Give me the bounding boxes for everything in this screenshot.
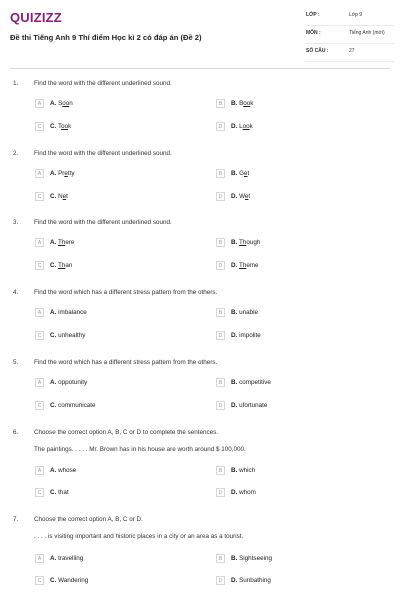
option-letter-box: A	[35, 308, 44, 317]
option-text: B. Book	[231, 100, 254, 107]
option-text: D. Look	[231, 123, 253, 130]
meta-row-count	[306, 44, 394, 62]
question-3	[13, 219, 388, 274]
option-text: A. whose	[50, 467, 77, 474]
option-text: D. whom	[231, 489, 256, 496]
option-letter-box: C	[35, 261, 44, 270]
meta-panel	[306, 8, 394, 62]
option-text: D. Theme	[231, 262, 259, 269]
option-letter-box: A	[35, 169, 44, 178]
question-6	[13, 429, 388, 501]
question-number: 4.	[13, 289, 19, 296]
question-sentence: . . . . is visiting important and historic places in a city or an area as a tourist.	[34, 533, 244, 540]
option-text: C. Than	[50, 262, 73, 269]
option-letter-box: C	[35, 331, 44, 340]
option-text: A. travelling	[50, 555, 84, 562]
option-letter-box: B	[216, 466, 225, 475]
meta-value: 27	[349, 48, 355, 54]
option-letter-box: B	[216, 554, 225, 563]
option-text: B. competitive	[231, 379, 271, 386]
question-number: 5.	[13, 359, 19, 366]
option-text: C. Net	[50, 193, 68, 200]
question-sentence: The paintings. . . . . Mr. Brown has in his house are worth around $ 100,000.	[34, 446, 246, 453]
option-letter-box: D	[216, 192, 225, 201]
option-letter-box: C	[35, 192, 44, 201]
question-number: 7.	[13, 516, 19, 523]
question-text: Find the word with the different underlined sound.	[34, 219, 172, 226]
option-letter-box: B	[216, 99, 225, 108]
option-text: C. that	[50, 489, 69, 496]
question-text: Choose the correct option A, B, C or D.	[34, 516, 143, 523]
option-letter-box: C	[35, 122, 44, 131]
option-text: B. Though	[231, 239, 261, 246]
option-letter-box: A	[35, 554, 44, 563]
option-text: C. unhealthy	[50, 332, 86, 339]
option-text: A. imbalance	[50, 309, 87, 316]
question-7	[13, 516, 388, 590]
option-text: A. There	[50, 239, 75, 246]
option-letter-box: D	[216, 576, 225, 585]
option-text: B. Get	[231, 170, 250, 177]
question-number: 1.	[13, 80, 19, 87]
option-letter-box: A	[35, 238, 44, 247]
option-text: D. Sunbathing	[231, 577, 271, 584]
option-letter-box: D	[216, 122, 225, 131]
option-letter-box: C	[35, 401, 44, 410]
option-text: B. unable	[231, 309, 258, 316]
option-letter-box: C	[35, 488, 44, 497]
option-text: C. Took	[50, 123, 72, 130]
question-text: Find the word with the different underlined sound.	[34, 150, 172, 157]
option-letter-box: A	[35, 99, 44, 108]
question-1	[13, 80, 388, 135]
option-letter-box: A	[35, 378, 44, 387]
option-letter-box: B	[216, 378, 225, 387]
option-text: D. ufortunate	[231, 402, 268, 409]
option-letter-box: C	[35, 576, 44, 585]
question-text: Find the word which has a different stress pattern from the others.	[34, 289, 218, 296]
question-number: 2.	[13, 150, 19, 157]
page-title: Đề thi Tiếng Anh 9 Thí điểm Học kì 2 có đáp án (Đề 2)	[10, 33, 202, 42]
option-text: A. Soon	[50, 100, 73, 107]
question-number: 3.	[13, 219, 19, 226]
meta-key: LỚP :	[306, 12, 320, 18]
option-letter-box: D	[216, 488, 225, 497]
option-letter-box: A	[35, 466, 44, 475]
option-letter-box: D	[216, 331, 225, 340]
option-text: D. impolite	[231, 332, 261, 339]
question-text: Find the word with the different underlined sound.	[34, 80, 172, 87]
question-2	[13, 150, 388, 205]
option-text: B. Sightseeing	[231, 555, 272, 562]
option-letter-box: D	[216, 401, 225, 410]
option-text: D. Wet	[231, 193, 251, 200]
question-text: Find the word which has a different stress pattern from the others.	[34, 359, 218, 366]
option-letter-box: B	[216, 169, 225, 178]
question-5	[13, 359, 388, 414]
meta-value: Lớp 9	[349, 12, 363, 18]
meta-row-subject	[306, 26, 394, 44]
question-text: Choose the correct option A, B, C or D to complete the sentences.	[34, 429, 219, 436]
option-letter-box: D	[216, 261, 225, 270]
option-text: A. oppotunity	[50, 379, 88, 386]
option-text: A. Pretty	[50, 170, 75, 177]
option-text: C. communicate	[50, 402, 96, 409]
option-letter-box: B	[216, 238, 225, 247]
meta-key: SỐ CÂU :	[306, 48, 329, 54]
meta-value: Tiếng Anh (mới)	[349, 30, 385, 36]
quizizz-logo: QUIZIZZ	[10, 10, 62, 25]
option-text: C. Wandering	[50, 577, 89, 584]
question-4	[13, 289, 388, 344]
meta-row-class	[306, 8, 394, 26]
option-text: B. which	[231, 467, 256, 474]
meta-key: MÔN :	[306, 30, 321, 36]
option-letter-box: B	[216, 308, 225, 317]
question-number: 6.	[13, 429, 19, 436]
worksheet-header	[10, 8, 390, 69]
